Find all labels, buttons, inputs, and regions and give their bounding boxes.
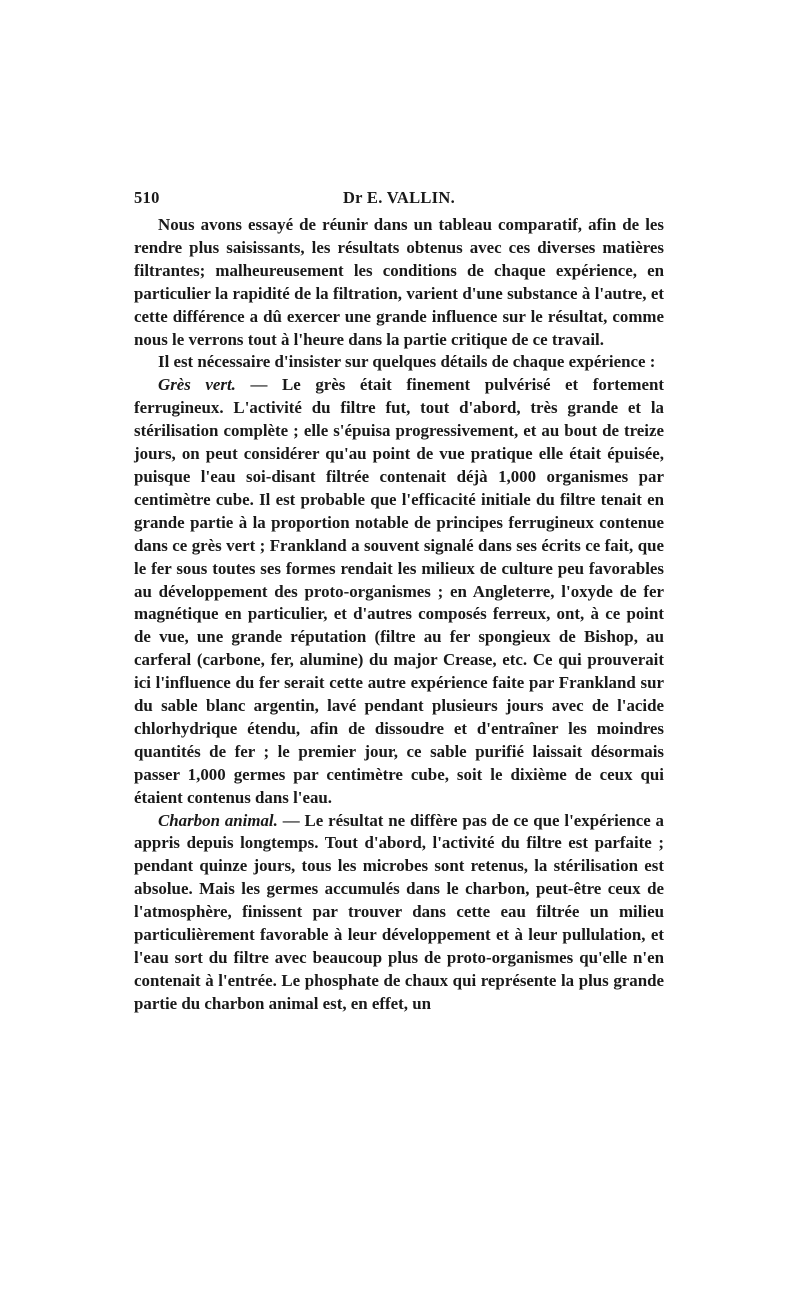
paragraph-charbon-animal [134,810,664,1016]
book-page [134,186,664,1016]
paragraph-details [134,351,664,374]
section-term: Charbon animal. [158,810,278,830]
section-term: Grès vert. [158,375,236,395]
paragraph-text: — Le résultat ne diffère pas de ce que l'expérience a appris depuis longtemps. Tout d'abord, l'activité du filtre est parfaite ; pendant quinze jours, tous les microbes sont retenus, la stérilisation est absolue. Mais les germes accumulés dans le charbon, peut-être ceux de l'atmosphère, finissent par trouver dans cette eau filtrée un milieu particulièrement favorable à leur développement et à leur pullulation, et l'eau sort du filtre avec beaucoup plus de proto-organismes qu'elle n'en contenait à l'entrée. Le phosphate de chaux qui représente la plus grande partie du charbon animal est, en effet, un [134,810,665,1013]
paragraph-text: Il est nécessaire d'insister sur quelques détails de chaque expérience : [158,352,656,372]
running-head [134,186,664,212]
paragraph-gres-vert [134,374,664,809]
running-title: Dr E. VALLIN. [342,188,456,207]
paragraph-text: — Le grès était finement pulvérisé et fortement ferrugineux. L'activité du filtre fut, tout d'abord, très grande et la stérilisation complète ; elle s'épuisa progressivement, et au bout de treize jours, on peut considérer qu'au point de vue pratique elle était épuisée, puisque l'eau soi-disant filtrée contenait déjà 1,000 organismes par centimètre cube. Il est probable que l'efficacité initiale du filtre tenait en grande partie à la proportion notable de principes ferrugineux contenue dans ce grès vert ; Frankland a souvent signalé dans ses écrits ce fait, que le fer sous toutes ses formes rendait les milieux de culture peu favorables au développement des proto-organismes ; en Angleterre, l'oxyde de fer magnétique en particulier, et d'autres composés ferreux, ont, à ce point de vue, une grande réputation (filtre au fer spongieux de Bishop, au carferal (carbone, fer, alumine) du major Crease, etc. Ce qui prouverait ici l'influence du fer serait cette autre expérience faite par Frankland sur du sable blanc argentin, lavé pendant plusieurs jours avec de l'acide chlorhydrique étendu, afin de dissoudre et d'entraîner les moindres quantités de fer ; le premier jour, ce sable purifié laissait désormais passer 1,000 germes par centimètre cube, soit le dixième de ceux qui étaient contenus dans l'eau. [134,375,665,807]
page-number: 510 [134,188,160,207]
paragraph-text: Nous avons essayé de réunir dans un tableau comparatif, afin de les rendre plus saisissants, les résultats obtenus avec ces diverses matières filtrantes; malheureusement les conditions de chaque expérience, en particulier la rapidité de la filtration, varient d'une substance à l'autre, et cette différence a dû exercer une grande influence sur le résultat, comme nous le verrons tout à l'heure dans la partie critique de ce travail. [134,215,664,349]
body-text [134,214,664,1016]
paragraph-intro [134,214,664,351]
